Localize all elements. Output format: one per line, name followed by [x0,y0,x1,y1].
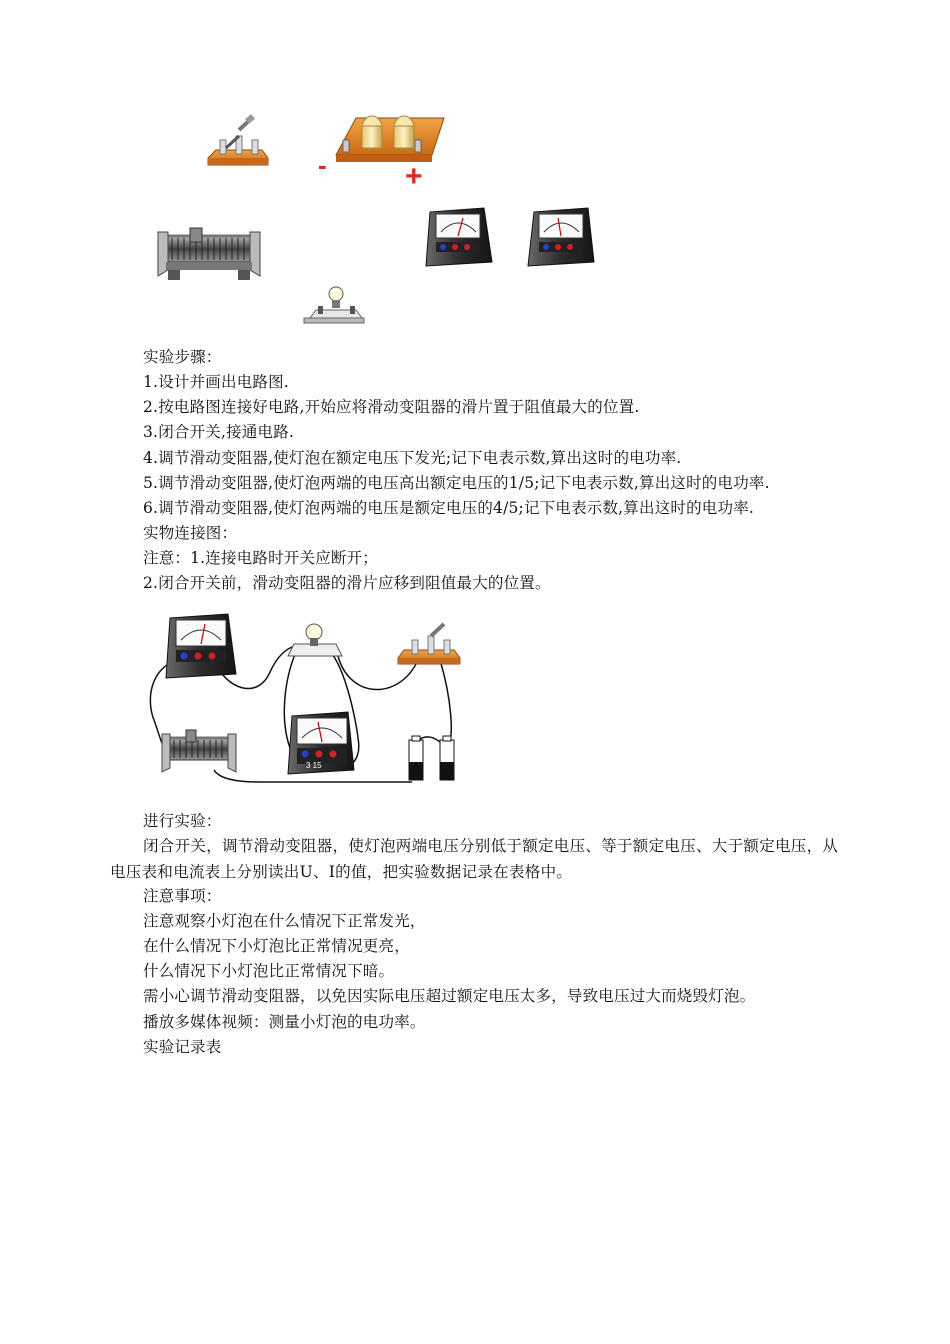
precaution-3: 什么情况下小灯泡比正常情况下暗。 [143,962,395,980]
record-table-heading: 实验记录表 [143,1038,222,1056]
experiment-heading: 进行实验： [143,812,222,830]
step-2: 2.按电路图连接好电路,开始应将滑动变阻器的滑片置于阻值最大的位置. [143,398,640,416]
step-3: 3.闭合开关,接通电路. [143,423,295,441]
precaution-1: 注意观察小灯泡在什么情况下正常发光， [143,912,426,930]
circuit-voltmeter-icon [288,712,354,774]
note-2: 2.闭合开关前，滑动变阻器的滑片应移到阻值最大的位置。 [143,574,551,592]
step-4: 4.调节滑动变阻器,使灯泡在额定电压下发光;记下电表示数,算出这时的电功率. [143,449,682,467]
precaution-2: 在什么情况下小灯泡比正常情况更亮， [143,937,410,955]
step-1: 1.设计并画出电路图. [143,373,289,391]
circuit-bulb-icon [288,624,342,656]
note-1: 注意：1.连接电路时开关应断开； [143,549,378,567]
circuit-switch-icon [398,624,460,664]
precaution-4: 需小心调节滑动变阻器，以免因实际电压超过额定电压太多，导致电压过大而烧毁灯泡。 [143,987,756,1005]
battery-minus-label: - [318,150,327,180]
steps-heading: 实验步骤： [143,348,222,366]
voltmeter-scale-label: 3 15 [306,761,322,770]
precaution-5: 播放多媒体视频：测量小灯泡的电功率。 [143,1013,426,1031]
connection-heading: 实物连接图： [143,524,238,542]
circuit-rheostat-icon [162,730,236,772]
battery-plus-label: + [405,160,423,193]
circuit-battery-icon [409,736,454,780]
step-6: 6.调节滑动变阻器,使灯泡两端的电压是额定电压的4/5;记下电表示数,算出这时的电功率. [143,499,755,517]
circuit-ammeter-icon [166,614,236,678]
precautions-heading: 注意事项： [143,887,222,905]
step-5: 5.调节滑动变阻器,使灯泡两端的电压高出额定电压的1/5;记下电表示数,算出这时的电功率. [143,474,770,492]
experiment-paragraph: 闭合开关，调节滑动变阻器，使灯泡两端电压分别低于额定电压、等于额定电压、大于额定电压，从电压表和电流表上分别读出U、I的值，把实验数据记录在表格中。 [110,837,839,881]
